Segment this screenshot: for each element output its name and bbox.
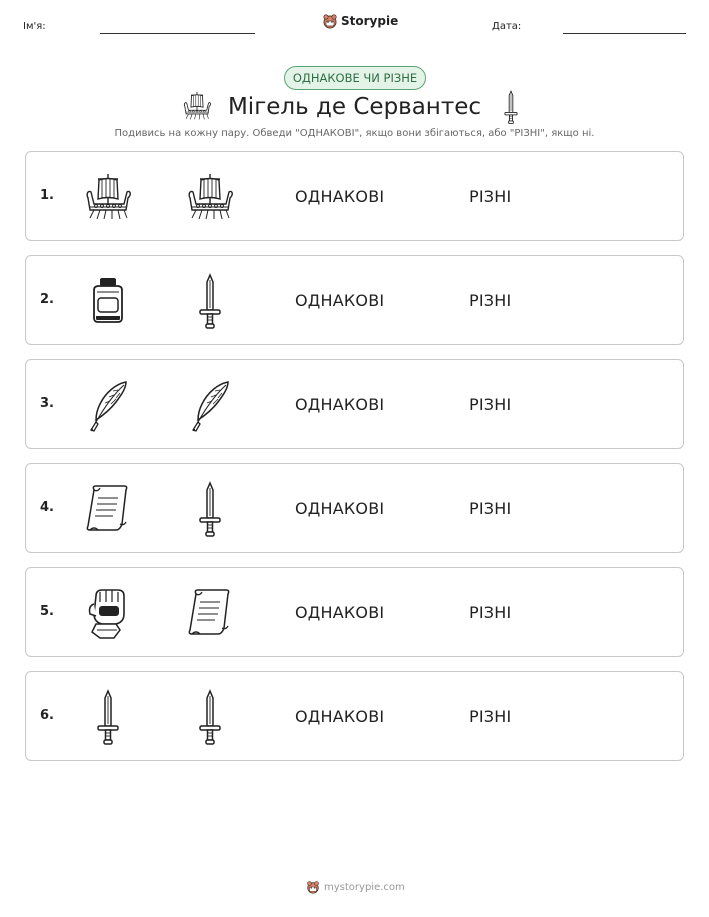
sword-icon <box>182 688 238 746</box>
brand-name: Storypie <box>341 14 399 28</box>
page-title: Мігель де Сервантес <box>227 94 482 120</box>
same-option[interactable]: ОДНАКОВІ <box>295 291 385 310</box>
sword-icon <box>182 272 238 330</box>
different-option[interactable]: РІЗНІ <box>469 291 512 310</box>
different-option[interactable]: РІЗНІ <box>469 499 512 518</box>
pair-row-5 <box>25 567 684 657</box>
storypie-logo-icon <box>306 880 320 894</box>
same-option[interactable]: ОДНАКОВІ <box>295 499 385 518</box>
date-label: Дата: <box>492 21 522 32</box>
same-option[interactable]: ОДНАКОВІ <box>295 187 385 206</box>
pair-row-4 <box>25 463 684 553</box>
ship-icon <box>80 168 136 226</box>
row-number: 5. <box>40 604 54 619</box>
footer-url[interactable]: mystorypie.com <box>324 881 405 893</box>
row-number: 4. <box>40 500 54 515</box>
instructions: Подивись на кожну пару. Обведи "ОДНАКОВІ", якщо вони збігаються, або "РІЗНІ", якщо ні. <box>114 128 595 139</box>
name-label: Ім'я: <box>23 21 46 32</box>
quill-icon <box>182 376 238 434</box>
pair-row-3 <box>25 359 684 449</box>
storypie-logo-icon <box>322 13 338 29</box>
sword-icon <box>182 480 238 538</box>
scroll-icon <box>80 480 136 538</box>
pair-row-1 <box>25 151 684 241</box>
name-line[interactable] <box>100 33 255 34</box>
worksheet-type-badge: ОДНАКОВЕ ЧИ РІЗНЕ <box>284 66 426 90</box>
quill-icon <box>80 376 136 434</box>
scroll-icon <box>182 584 238 642</box>
ship-icon <box>182 168 238 226</box>
same-option[interactable]: ОДНАКОВІ <box>295 603 385 622</box>
row-number: 2. <box>40 292 54 307</box>
footer <box>306 880 405 894</box>
row-number: 6. <box>40 708 54 723</box>
different-option[interactable]: РІЗНІ <box>469 707 512 726</box>
pair-row-6 <box>25 671 684 761</box>
gauntlet-icon <box>80 584 136 642</box>
different-option[interactable]: РІЗНІ <box>469 187 512 206</box>
row-number: 1. <box>40 188 54 203</box>
inkwell-icon <box>80 272 136 330</box>
sword-icon <box>80 688 136 746</box>
different-option[interactable]: РІЗНІ <box>469 603 512 622</box>
same-option[interactable]: ОДНАКОВІ <box>295 395 385 414</box>
different-option[interactable]: РІЗНІ <box>469 395 512 414</box>
brand <box>322 13 398 29</box>
sword-icon <box>494 89 528 125</box>
date-line[interactable] <box>563 33 686 34</box>
pair-row-2 <box>25 255 684 345</box>
row-number: 3. <box>40 396 54 411</box>
same-option[interactable]: ОДНАКОВІ <box>295 707 385 726</box>
